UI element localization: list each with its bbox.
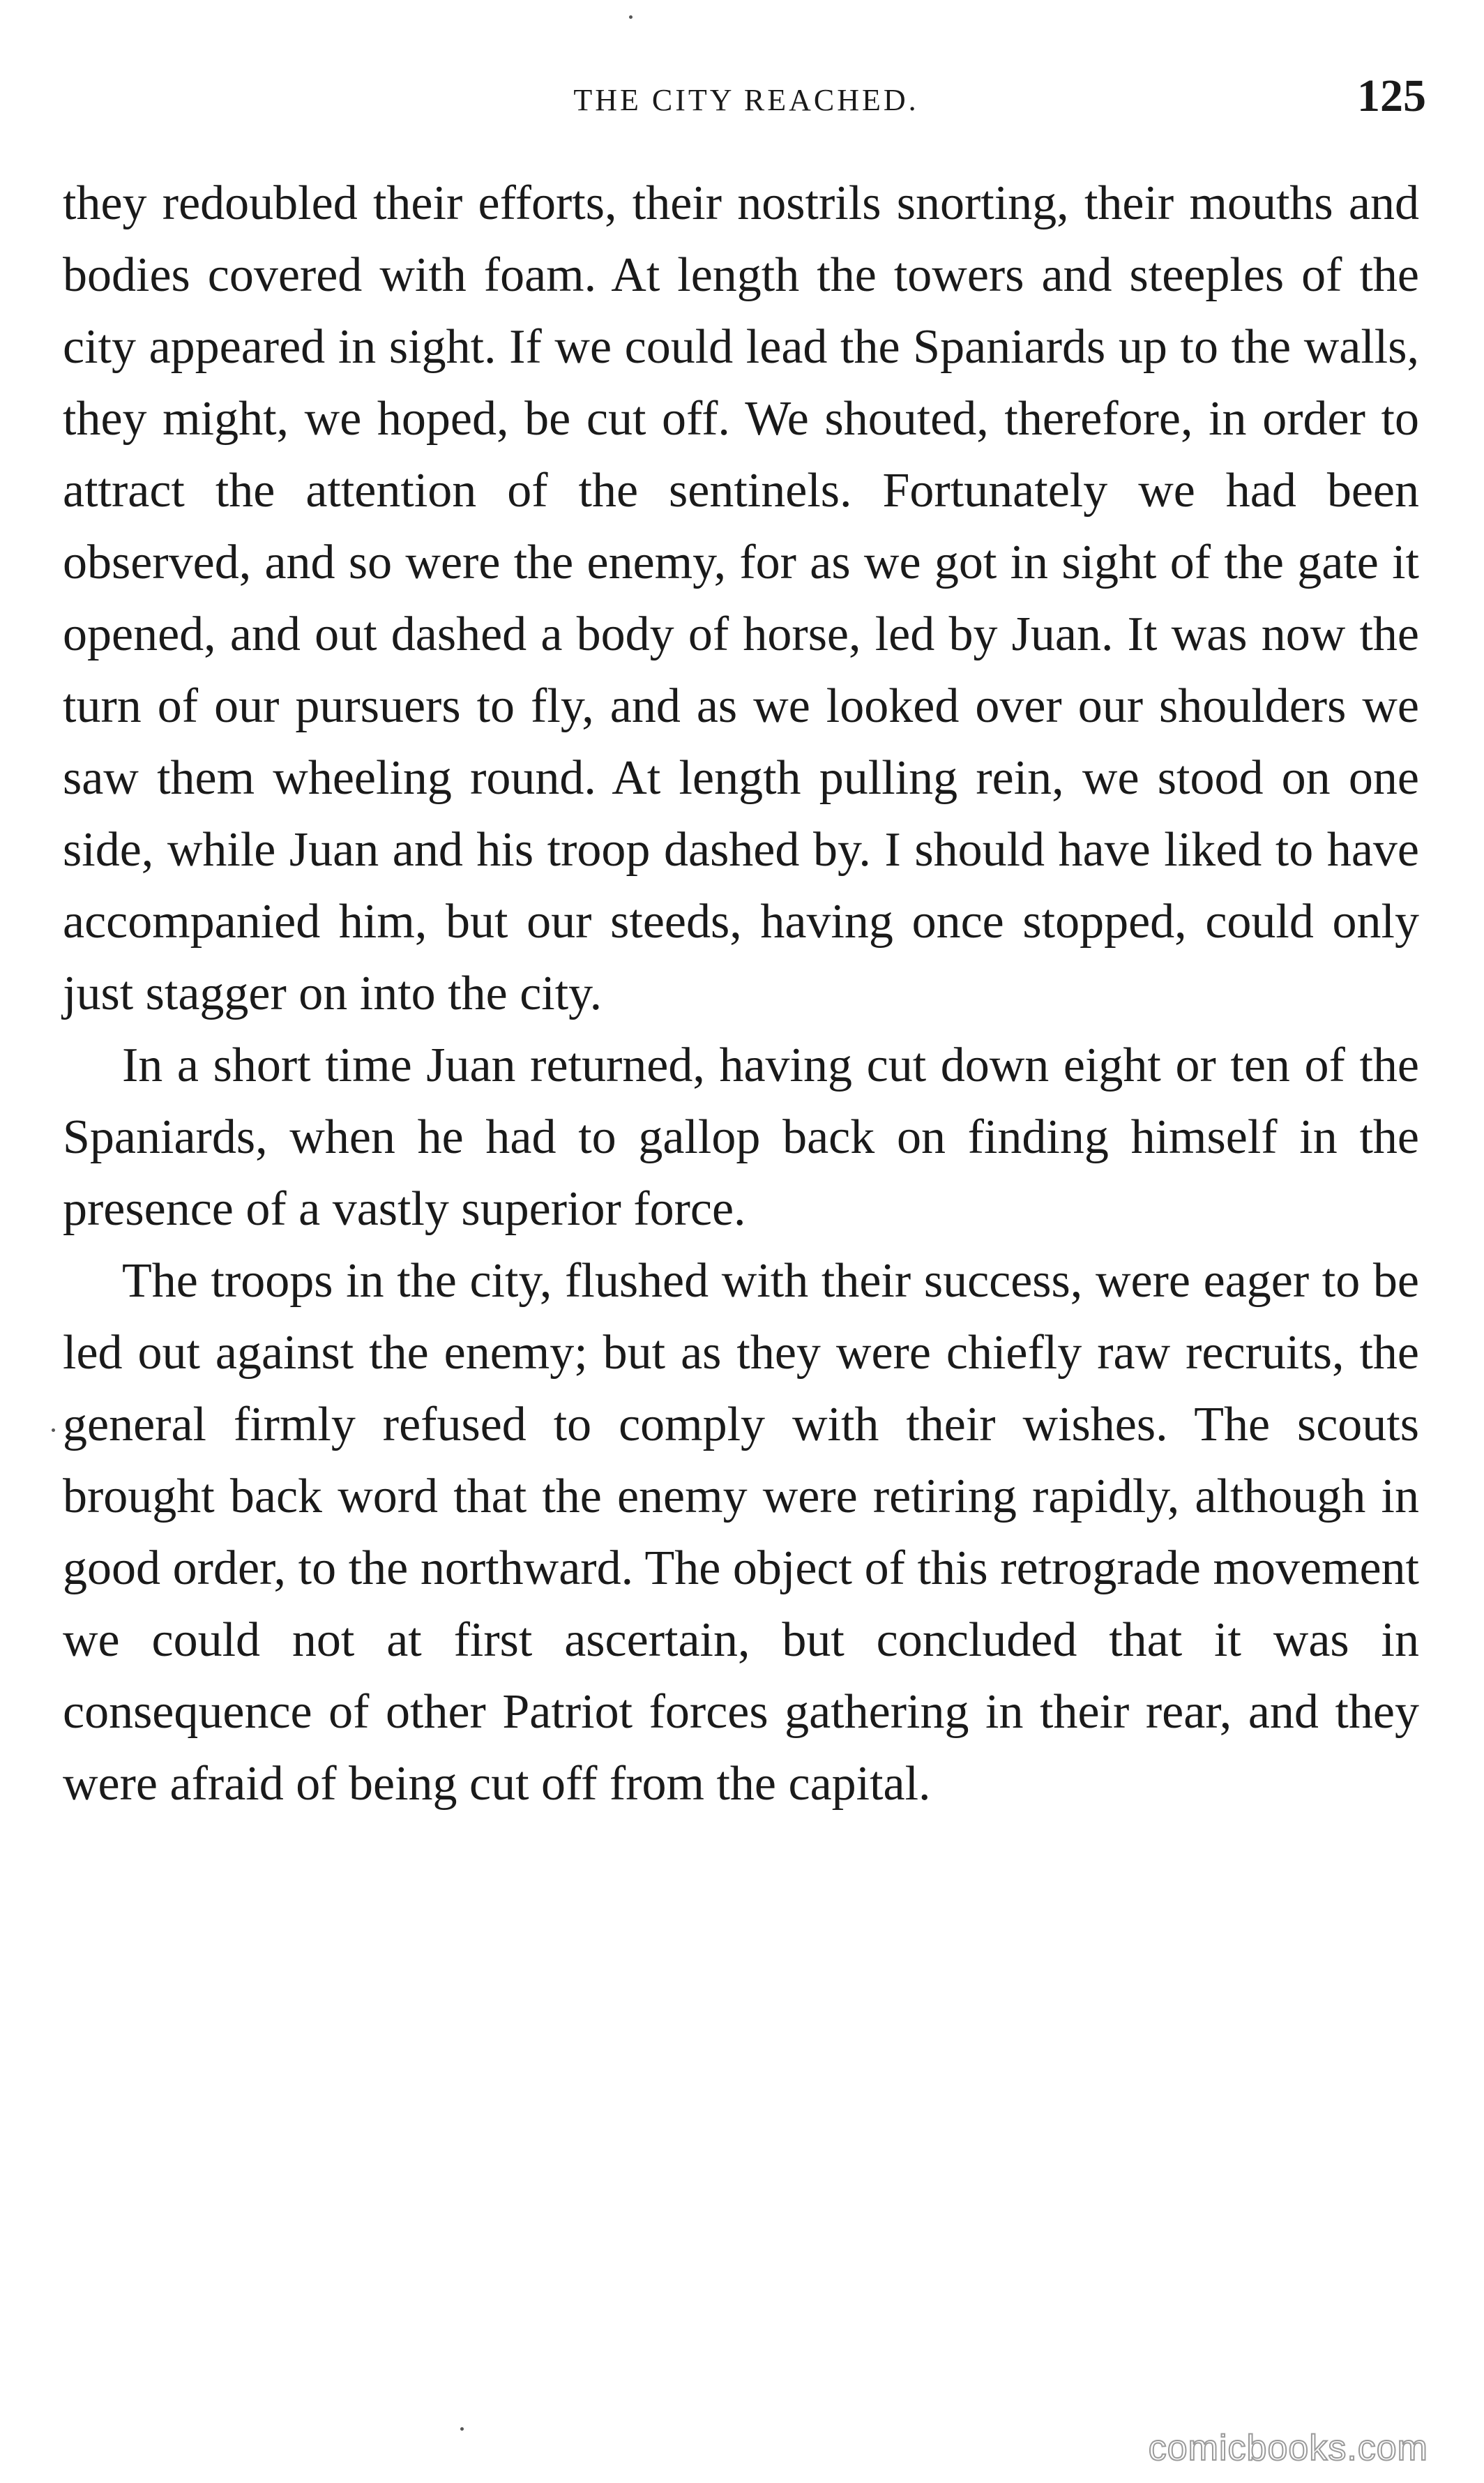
body-text: [63, 167, 1419, 1820]
paragraph: The troops in the city, flushed with their success, were eager to be led out against the enemy; but as they were chiefly raw recruits, the general firmly refused to comply with their wishes. The scouts brought back word that the enemy were retiring rapidly, although in good order, to the northward. The object of this retrograde movement we could not at first ascertain, but concluded that it was in consequence of other Patriot forces gathering in their rear, and they were afraid of being cut off from the capital.: [63, 1254, 1419, 1811]
paragraph: they redoubled their efforts, their nostrils snorting, their mouths and bodies covered with foam. At length the towers and steeples of the city appeared in sight. If we could lead the Spaniards up to the walls, they might, we hoped, be cut off. We shouted, therefore, in order to attract the attention of the sentinels. Fortunately we had been observed, and so were the enemy, for as we got in sight of the gate it opened, and out dashed a body of horse, led by Juan. It was now the turn of our pursuers to fly, and as we looked over our shoulders we saw them wheeling round. At length pulling rein, we stood on one side, while Juan and his troop dashed by. I should have liked to have accompanied him, but our steeds, having once stopped, could only just stagger on into the city.: [63, 176, 1419, 1020]
chapter-title: THE CITY REACHED.: [573, 83, 919, 117]
print-speck: [629, 15, 633, 19]
page-number: 125: [1357, 70, 1426, 121]
print-speck: [460, 2427, 464, 2431]
running-head: [66, 70, 1426, 126]
watermark: comicbooks.com: [1148, 2428, 1428, 2468]
print-speck: [52, 1428, 55, 1432]
paragraph: In a short time Juan returned, having cut down eight or ten of the Spaniards, when he had to gallop back on finding himself in the presence of a vastly superior force.: [63, 1039, 1419, 1236]
